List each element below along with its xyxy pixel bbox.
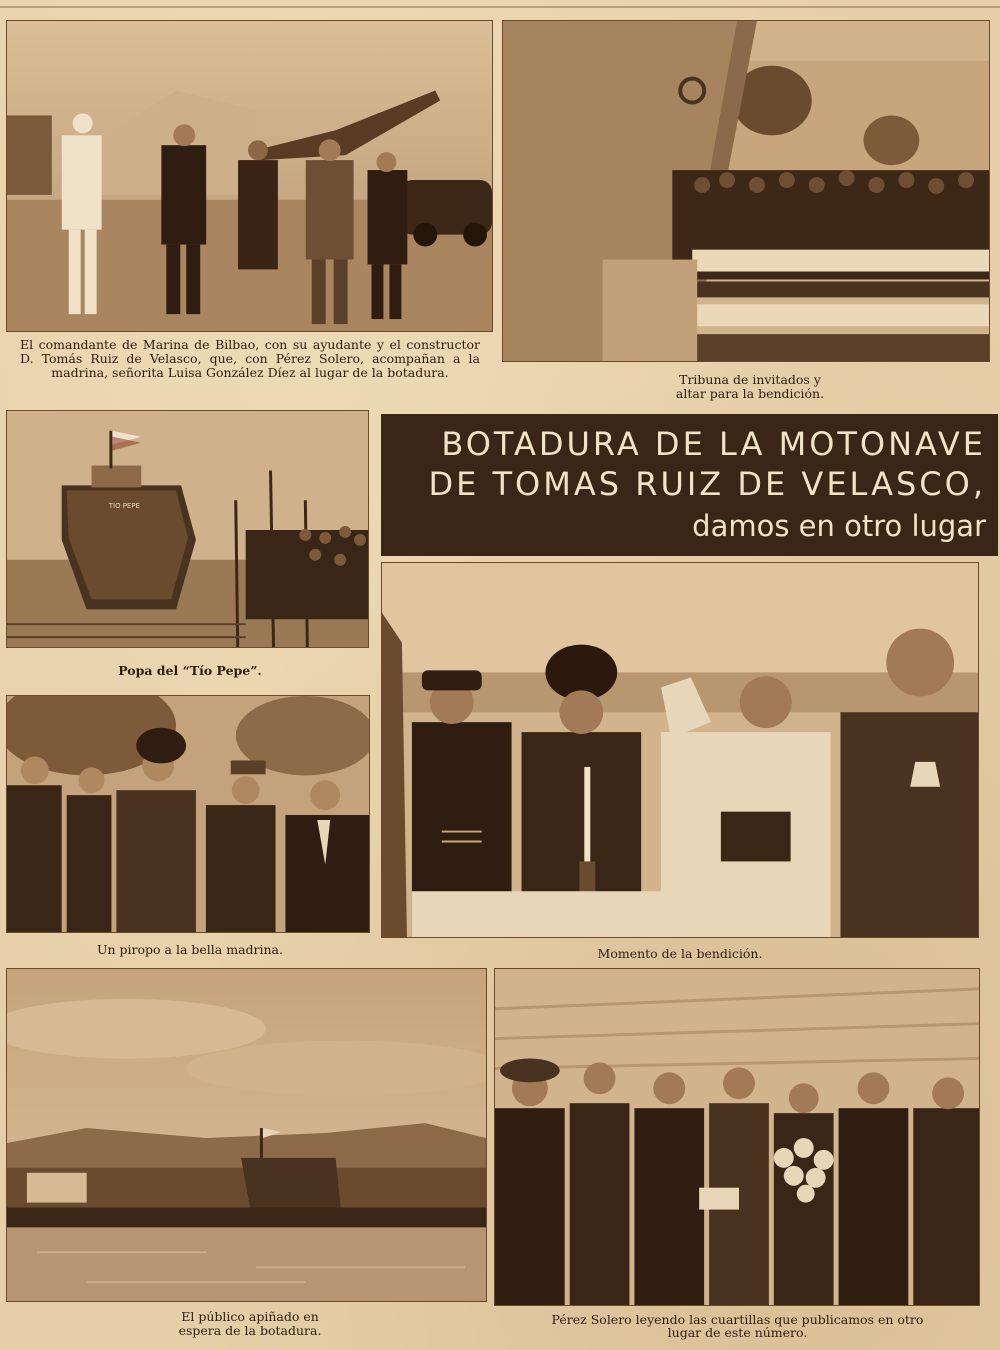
headline-banner <box>381 414 998 556</box>
caption-perez-solero-line1: Pérez Solero leyendo las cuartillas que publicamos en otro <box>551 1312 924 1327</box>
headline-line1: BOTADURA DE LA MOTONAVE <box>441 425 986 463</box>
headline-line2: DE TOMAS RUIZ DE VELASCO, <box>428 465 986 503</box>
caption-tribuna <box>600 373 900 401</box>
caption-piropo: Un piropo a la bella madrina. <box>97 942 283 957</box>
caption-publico-line2: espera de la botadura. <box>178 1323 322 1338</box>
caption-tribuna-line1: Tribuna de invitados y <box>679 372 821 387</box>
caption-publico-line1: El público apiñado en <box>181 1309 319 1324</box>
caption-perez-solero-line2: lugar de este número. <box>667 1325 808 1340</box>
photo-bendicion <box>381 562 979 938</box>
caption-popa: Popa del “Tío Pepe”. <box>118 663 262 678</box>
photo-publico-apinado <box>6 968 487 1302</box>
caption-perez-solero <box>505 1313 970 1339</box>
photo-popa-tio-pepe <box>6 410 369 648</box>
headline-line3: damos en otro lugar <box>692 509 986 543</box>
top-rule <box>0 6 1000 8</box>
photo-piropo-madrina <box>6 695 370 933</box>
caption-bendicion: Momento de la bendición. <box>597 946 763 961</box>
ship-name-label: TIO PEPE <box>108 502 140 511</box>
caption-publico <box>100 1310 400 1338</box>
caption-comandante: El comandante de Marina de Bilbao, con su ayudante y el constructor D. Tomás Ruiz de Velasco, que, con Pérez Solero, acompañan a la madrina, señorita Luisa González Díez al lugar de la botadura. <box>20 337 480 380</box>
photo-tribuna <box>502 20 990 362</box>
photo-perez-solero <box>494 968 980 1306</box>
caption-tribuna-line2: altar para la bendición. <box>675 386 825 401</box>
photo-comandante-walking <box>6 20 493 332</box>
